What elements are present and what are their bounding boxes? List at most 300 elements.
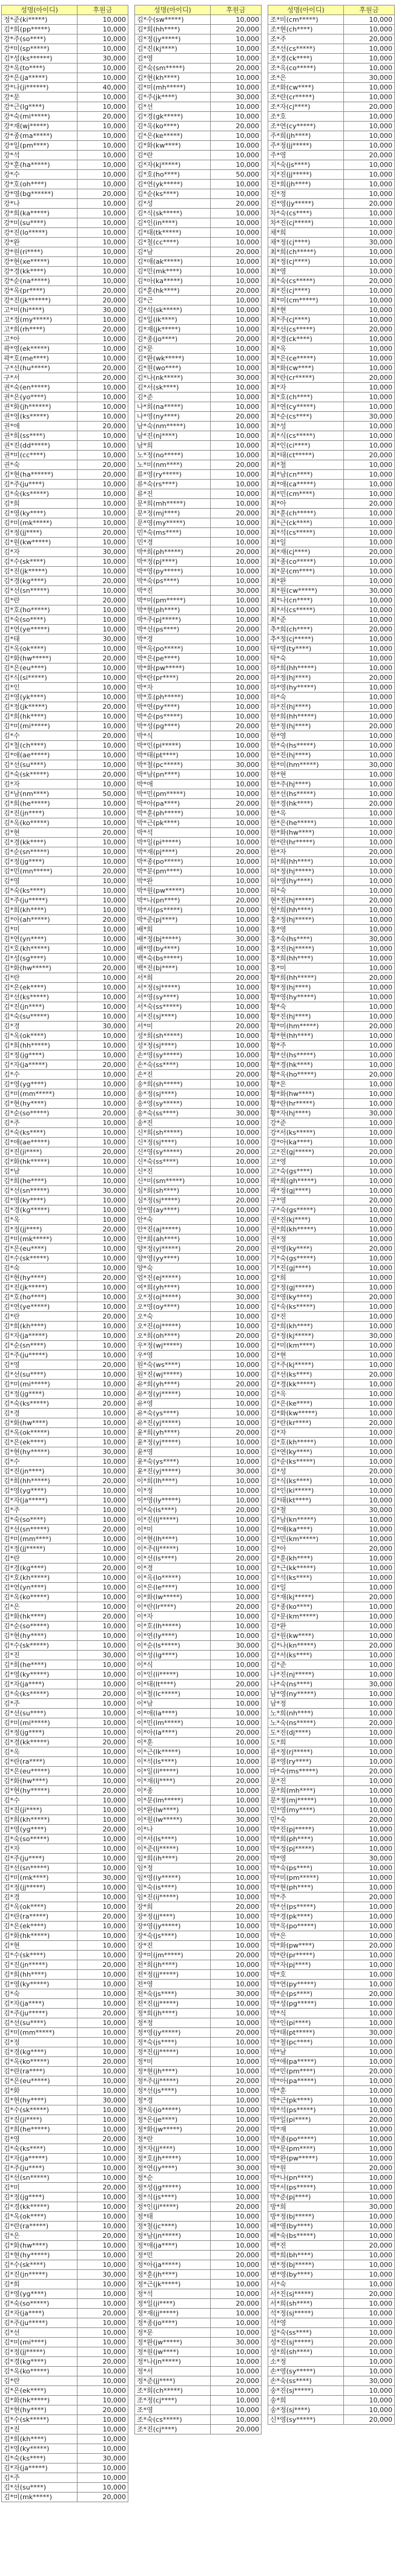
donation-amount: 20,000 (344, 722, 395, 731)
donor-name: 홍*희(hh****) (268, 954, 344, 964)
donor-row (268, 499, 395, 509)
donor-row (135, 1786, 262, 1796)
donor-name: 김*란 (2, 596, 78, 605)
donor-name: 김*주 (2, 1505, 78, 1515)
donor-row (2, 1718, 128, 1728)
donor-name: 정*민 (135, 2251, 211, 2260)
donor-row (135, 886, 262, 896)
donation-amount: 10,000 (211, 1873, 262, 1883)
donor-row (268, 1525, 395, 1534)
donation-amount: 10,000 (78, 1080, 128, 1089)
donor-name: 김*연(ye*****) (2, 1302, 78, 1312)
donation-amount: 10,000 (344, 1747, 395, 1757)
donor-name: 양*영(yy****) (135, 1254, 211, 1264)
donation-amount: 10,000 (211, 2347, 262, 2357)
donor-row (2, 634, 128, 644)
donor-name: 민*영(my****) (268, 1805, 344, 1815)
donation-amount: 10,000 (211, 1573, 262, 1583)
donor-name: 남*진(nj****) (135, 431, 211, 441)
donor-row (2, 2018, 128, 2028)
donor-row (2, 141, 128, 151)
donor-name: 서*희(sh****) (268, 2299, 344, 2309)
donation-amount: 10,000 (211, 1215, 262, 1225)
donor-row (268, 209, 395, 218)
donation-amount: 10,000 (211, 867, 262, 876)
donor-row (268, 722, 395, 731)
donation-amount: 10,000 (78, 1302, 128, 1312)
donor-name: 권*화(jh******) (2, 402, 78, 412)
donor-name: 김*태 (2, 634, 78, 644)
donor-name: 김*애(ae*****) (2, 751, 78, 760)
donor-row (268, 102, 395, 112)
donor-row (135, 1941, 262, 1951)
donor-name: 나*영(ny****) (135, 412, 211, 422)
donor-row (2, 422, 128, 431)
donor-row (268, 1409, 395, 1418)
donation-amount: 10,000 (344, 1138, 395, 1147)
donor-name: 이*아(la****) (135, 1728, 211, 1738)
donor-row (135, 731, 262, 741)
donor-row (135, 915, 262, 925)
donor-row (135, 383, 262, 393)
donor-row (2, 993, 128, 1002)
donation-amount: 10,000 (78, 2173, 128, 2183)
donor-name: 박*진 (135, 586, 211, 596)
donor-name: 김*일(ik****) (135, 315, 211, 325)
donor-name: 김*진 (2, 2425, 78, 2434)
donation-amount: 10,000 (78, 1757, 128, 1767)
donor-row (2, 2434, 128, 2444)
donation-amount: 10,000 (344, 1622, 395, 1631)
donor-row (2, 2425, 128, 2434)
donation-amount: 20,000 (78, 576, 128, 586)
donor-name: 최*인(ci****) (268, 441, 344, 451)
donor-row (135, 1505, 262, 1515)
donor-row (268, 731, 395, 741)
donor-name: 김*종(jo****) (135, 334, 211, 344)
donor-row (135, 1176, 262, 1186)
donor-row (2, 557, 128, 567)
donor-name: 강*나(ji******) (2, 83, 78, 93)
donor-name: 박*인(pi****) (268, 2018, 344, 2028)
donor-name: 나*희(na*****) (135, 402, 211, 412)
donor-row (2, 1399, 128, 1409)
donation-amount: 10,000 (344, 1457, 395, 1467)
donor-row (268, 1457, 395, 1467)
donor-name: 강*은(ja*****) (2, 73, 78, 83)
donation-amount: 10,000 (78, 2154, 128, 2164)
donor-name: 박*나(pn****) (135, 896, 211, 905)
donation-amount: 10,000 (211, 2289, 262, 2299)
donor-name: 구*영 (268, 1196, 344, 1205)
donor-name: 홍*숙(hs****) (268, 934, 344, 944)
donation-amount: 10,000 (344, 1041, 395, 1051)
donor-row (268, 2338, 395, 2347)
donation-amount: 10,000 (78, 276, 128, 286)
donor-name: 조*연(cy*****) (268, 122, 344, 131)
donor-name: 김*영 (135, 54, 211, 64)
donation-amount: 10,000 (344, 2260, 395, 2270)
donor-row (268, 2396, 395, 2405)
donation-amount: 20,000 (78, 654, 128, 664)
donation-amount: 10,000 (344, 1031, 395, 1041)
donor-name: 변*정(bj*****) (268, 2260, 344, 2270)
donation-amount: 10,000 (78, 1331, 128, 1341)
donation-amount: 20,000 (344, 102, 395, 112)
donor-name: 김*선 (2, 2328, 78, 2338)
donor-name: 김*경(kk*****) (2, 1738, 78, 1747)
donor-name: 김*현(hy****) (2, 1273, 78, 1283)
donor-row (2, 1302, 128, 1312)
donor-name: 김*란 (2, 2376, 78, 2386)
donor-row (2, 1989, 128, 1999)
donation-amount: 10,000 (78, 199, 128, 209)
donor-name: 정*석 (135, 2289, 211, 2299)
donor-row (268, 1157, 395, 1167)
donor-row (2, 1786, 128, 1796)
donor-row (2, 1796, 128, 1805)
donor-name: 이*인(li*****) (135, 1670, 211, 1680)
donor-row (2, 1699, 128, 1709)
donor-name: 김*희(hh*****) (2, 1041, 78, 1051)
donation-amount: 10,000 (211, 1409, 262, 1418)
donation-amount: 10,000 (78, 1254, 128, 1264)
donation-amount: 10,000 (344, 683, 395, 693)
donor-name: 박*훈 (268, 2086, 344, 2096)
donor-name: 김*화(hk*****) (2, 1157, 78, 1167)
donation-amount: 10,000 (78, 2396, 128, 2405)
donor-row (268, 470, 395, 480)
donor-name: 하*영(hy*****) (268, 683, 344, 693)
donor-row (2, 2125, 128, 2134)
donor-row (268, 625, 395, 634)
donation-amount: 10,000 (344, 809, 395, 818)
donor-name: 김*민(mn*****) (2, 867, 78, 876)
donation-amount: 10,000 (344, 1351, 395, 1360)
donation-amount: 30,000 (211, 93, 262, 102)
donation-amount: 10,000 (344, 1738, 395, 1747)
donation-amount: 10,000 (211, 2018, 262, 2028)
donor-row (135, 576, 262, 586)
donor-row (268, 1999, 395, 2009)
donor-name: 권*영(ks*****) (2, 412, 78, 422)
donation-amount: 10,000 (344, 2144, 395, 2154)
donor-row (2, 2405, 128, 2415)
donation-amount: 10,000 (78, 1680, 128, 1689)
donation-amount: 10,000 (344, 2096, 395, 2105)
donation-amount: 10,000 (344, 189, 395, 199)
donor-row (2, 2067, 128, 2076)
donor-name: 김*현 (268, 1351, 344, 1360)
donor-row (2, 770, 128, 780)
donation-amount: 10,000 (211, 770, 262, 780)
donation-amount: 20,000 (344, 1893, 395, 1902)
donation-amount: 10,000 (211, 2105, 262, 2115)
donor-name: 박*준(pj****) (268, 2193, 344, 2202)
donor-name: 곽*희(gh*****) (268, 1176, 344, 1186)
donor-row (135, 2386, 262, 2396)
donor-row (135, 1089, 262, 1099)
donor-name: 김*호(ho****) (2, 1293, 78, 1302)
donation-amount: 10,000 (344, 954, 395, 964)
donor-row (2, 2173, 128, 2183)
donation-amount: 20,000 (344, 1593, 395, 1602)
donor-row (268, 1854, 395, 1864)
donor-name: 김*정(jj****) (2, 1225, 78, 1234)
donor-name: 정*정 (135, 2018, 211, 2028)
donor-row (135, 1312, 262, 1322)
donor-name: 김*숙(ks*****) (268, 1302, 344, 1312)
donor-name: 박*완(pw*****) (268, 2154, 344, 2164)
donor-row (268, 654, 395, 664)
donor-name: 박*순(ps****) (268, 1989, 344, 1999)
donor-name: 원*숙(ws****) (135, 1360, 211, 1370)
donor-row (135, 789, 262, 799)
donor-row (2, 983, 128, 993)
donation-amount: 20,000 (211, 1951, 262, 1960)
donor-row (268, 2415, 395, 2425)
donation-amount: 20,000 (78, 1225, 128, 1234)
donor-name: 이*성(lg****) (135, 1651, 211, 1660)
donor-name: 윤*숙(ys****) (135, 1457, 211, 1467)
donor-name: 김*옥 (2, 1215, 78, 1225)
donation-amount: 10,000 (78, 2038, 128, 2047)
donation-amount: 10,000 (78, 122, 128, 131)
donor-name: 김*경 (2, 1409, 78, 1418)
donation-amount: 20,000 (344, 1022, 395, 1031)
donation-amount: 10,000 (344, 131, 395, 141)
donor-row (268, 1254, 395, 1264)
donation-amount: 10,000 (344, 25, 395, 34)
donor-row (135, 876, 262, 886)
donor-name: 이*석(ls****) (135, 1757, 211, 1767)
donor-row (135, 2357, 262, 2367)
donation-amount: 10,000 (344, 122, 395, 131)
donor-row (268, 1360, 395, 1370)
donor-name: 황*선(hs*****) (268, 1051, 344, 1060)
donation-amount: 10,000 (211, 1631, 262, 1641)
donor-row (2, 122, 128, 131)
donor-name: 김*정 (2, 2038, 78, 2047)
donor-row (2, 1660, 128, 1670)
donor-row (268, 799, 395, 809)
donor-row (2, 2338, 128, 2347)
donation-amount: 30,000 (344, 2028, 395, 2038)
donation-amount: 10,000 (78, 780, 128, 789)
donor-row (135, 1573, 262, 1583)
donor-row (268, 1573, 395, 1583)
donor-name: 김*희(kh*****) (2, 1815, 78, 1825)
donation-amount: 10,000 (78, 1138, 128, 1147)
donation-amount: 10,000 (211, 2057, 262, 2067)
donor-row (135, 1070, 262, 1080)
donation-amount: 20,000 (78, 286, 128, 296)
donor-row (268, 2231, 395, 2241)
donor-name: 서*영(sy****) (135, 993, 211, 1002)
donor-name: 김*선(sn*****) (2, 1864, 78, 1873)
donation-amount: 10,000 (344, 1157, 395, 1167)
donor-name: 김*옥(ok****) (2, 1031, 78, 1041)
donor-name: 김*호(kh*****) (268, 1438, 344, 1447)
donation-amount: 10,000 (78, 2483, 128, 2493)
donor-name: 박*일(pi****) (268, 2115, 344, 2125)
donor-name: 이*호(lh*****) (135, 1622, 211, 1631)
donor-row (268, 1196, 395, 1205)
donor-name: 김*영(ky*****) (2, 1670, 78, 1680)
donor-row (268, 2067, 395, 2076)
donor-name: 황*주 (268, 1041, 344, 1051)
donor-name: 박*미(pm*****) (268, 1873, 344, 1883)
donor-name: 김*진(ji****) (2, 1805, 78, 1815)
donation-amount: 10,000 (211, 354, 262, 364)
donor-name: 김*자 (268, 1428, 344, 1438)
donor-row (268, 1651, 395, 1660)
donor-name: 정*재(jj*****) (135, 2309, 211, 2318)
donor-row (135, 780, 262, 789)
donation-amount: 40,000 (78, 83, 128, 93)
donation-amount: 10,000 (344, 1864, 395, 1873)
donor-name: 임*영(iy*****) (135, 1873, 211, 1883)
donor-row (135, 896, 262, 905)
donation-amount: 10,000 (344, 518, 395, 528)
donation-amount: 10,000 (211, 1864, 262, 1873)
donation-amount: 10,000 (211, 189, 262, 199)
donor-row (2, 1157, 128, 1167)
donor-row (135, 412, 262, 422)
donor-row (2, 1641, 128, 1651)
donor-name: 박*애 (135, 780, 211, 789)
donor-name: 정*자(jj****) (135, 2144, 211, 2154)
donor-name: 강*현(xe*****) (2, 257, 78, 267)
donation-amount: 10,000 (344, 915, 395, 925)
donation-amount: 10,000 (344, 789, 395, 799)
donation-amount: 10,000 (344, 1089, 395, 1099)
donation-amount: 10,000 (211, 344, 262, 354)
donor-row (135, 1128, 262, 1138)
donor-row (135, 1447, 262, 1457)
donor-name: 진*영(jy*****) (268, 199, 344, 209)
donation-amount: 10,000 (78, 228, 128, 238)
donation-amount: 10,000 (211, 1515, 262, 1525)
donation-amount: 10,000 (78, 489, 128, 499)
donor-row (268, 2018, 395, 2028)
donor-name: 김*진(jn****) (2, 1467, 78, 1476)
donor-row (135, 1031, 262, 1041)
donor-name: 박*태(pt****) (135, 751, 211, 760)
donor-row (135, 2009, 262, 2018)
donor-name: 이*미 (135, 1525, 211, 1534)
donor-name: 최*석(cs*****) (268, 528, 344, 538)
donor-name: 김*미(mi*****) (2, 722, 78, 731)
donor-name: 전*영 (135, 1980, 211, 1989)
donor-name: 김*자 (2, 780, 78, 789)
donation-amount: 20,000 (211, 247, 262, 257)
donor-row (268, 1505, 395, 1515)
donor-row (2, 886, 128, 896)
donor-row (268, 567, 395, 576)
donation-amount: 30,000 (78, 2096, 128, 2105)
donor-name: 이*남 (135, 1699, 211, 1709)
donor-name: 김*현(ha******) (2, 470, 78, 480)
donor-row (2, 1186, 128, 1196)
donation-amount: 10,000 (344, 615, 395, 625)
donor-row (268, 1515, 395, 1525)
donor-name: 장*희 (135, 1902, 211, 1912)
donation-amount: 10,000 (211, 1796, 262, 1805)
donor-row (2, 228, 128, 238)
donor-row (268, 1051, 395, 1060)
donation-amount: 10,000 (78, 2260, 128, 2270)
donation-amount: 20,000 (211, 1902, 262, 1912)
donor-row (135, 634, 262, 644)
donation-amount: 10,000 (78, 973, 128, 983)
donor-name: 김*현 (2, 828, 78, 838)
donor-row (2, 93, 128, 102)
donor-name: 김*태(kt****) (268, 1496, 344, 1505)
donor-name: 김*희(hh****) (135, 25, 211, 34)
donor-row (2, 1031, 128, 1041)
donor-name: 최*란(cr*****) (268, 373, 344, 383)
donor-row (135, 2154, 262, 2164)
donor-row (2, 15, 128, 25)
donation-amount: 10,000 (344, 528, 395, 538)
donation-amount: 10,000 (211, 1302, 262, 1312)
donor-name: 김*숙(ks****) (2, 2454, 78, 2464)
donation-amount: 10,000 (211, 2367, 262, 2376)
donor-name: 임*숙(is****) (135, 1883, 211, 1893)
donor-name: 김*숙(so****) (2, 615, 78, 625)
donation-amount: 20,000 (344, 1989, 395, 1999)
donor-row (268, 1834, 395, 1844)
donor-name: 김*화(hw*****) (2, 964, 78, 973)
donor-name: 하*정(hj****) (268, 673, 344, 683)
donor-name: 허*희(hh****) (268, 857, 344, 867)
donation-amount: 10,000 (344, 654, 395, 664)
donor-name: 최*태(ct*****) (268, 451, 344, 460)
donor-row (135, 1989, 262, 1999)
donation-amount: 10,000 (344, 1689, 395, 1699)
donation-amount: 20,000 (211, 722, 262, 731)
donor-row (268, 2164, 395, 2173)
donor-name: 고*희(rh****) (2, 325, 78, 334)
donor-name: 강*주(so****) (2, 34, 78, 44)
donor-row (2, 296, 128, 305)
donor-name: 김*옥(ok****) (2, 2212, 78, 2222)
donation-amount: 20,000 (344, 1941, 395, 1951)
donor-row (2, 1583, 128, 1593)
donor-row (268, 1970, 395, 1980)
donor-row (2, 1709, 128, 1718)
donation-amount: 10,000 (211, 944, 262, 954)
donation-amount: 10,000 (78, 2386, 128, 2396)
donor-row (268, 2280, 395, 2289)
donor-name: 오*숙 (135, 1312, 211, 1322)
donor-row (135, 1157, 262, 1167)
donor-row (135, 2018, 262, 2028)
donor-row (2, 954, 128, 964)
donor-name: 현*희(hh****) (268, 905, 344, 915)
donation-amount: 10,000 (78, 644, 128, 654)
donation-amount: 20,000 (211, 799, 262, 809)
donor-name: 신*숙(ss****) (135, 1157, 211, 1167)
donor-row (268, 2086, 395, 2096)
donation-amount: 20,000 (78, 1399, 128, 1409)
donor-name: 최*종(co*****) (268, 557, 344, 567)
donation-amount: 10,000 (78, 2425, 128, 2434)
donation-amount: 20,000 (344, 199, 395, 209)
donor-row (135, 325, 262, 334)
donor-name: 권*은(yo****) (2, 393, 78, 402)
